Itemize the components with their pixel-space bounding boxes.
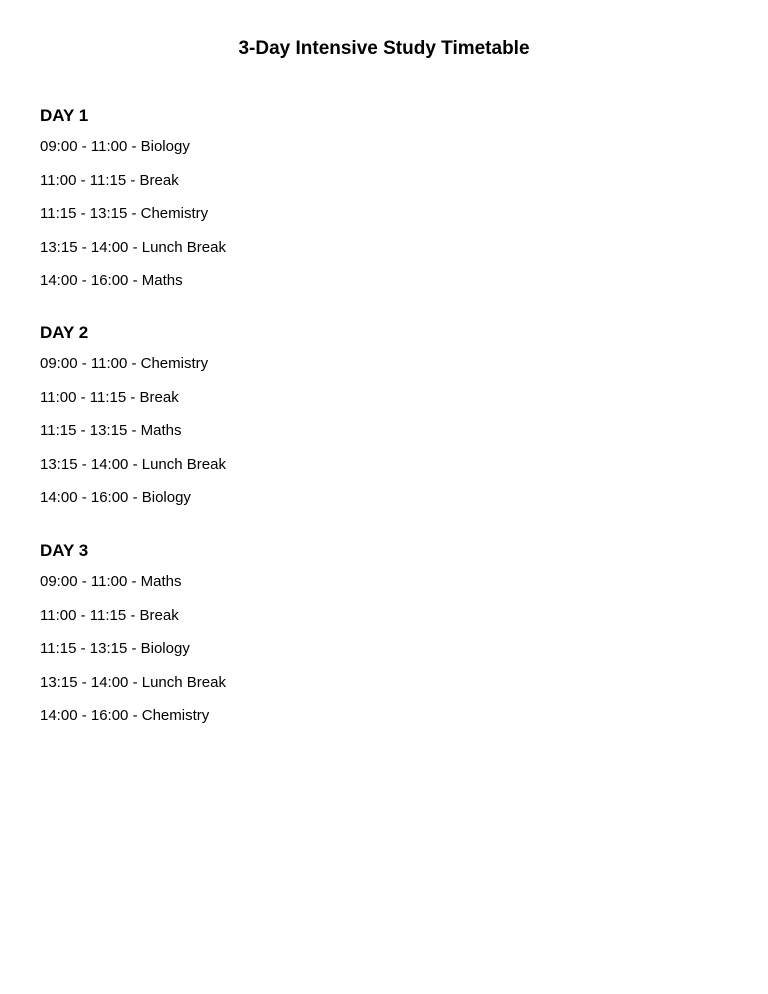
session-item: 11:15 - 13:15 - Chemistry (40, 205, 209, 222)
session-list (40, 137, 720, 291)
session-list (40, 354, 720, 508)
session-item: 11:00 - 11:15 - Break (40, 606, 179, 624)
page-title: 3-Day Intensive Study Timetable (238, 38, 530, 59)
session-item: 11:15 - 13:15 - Biology (40, 640, 190, 657)
day-heading: DAY 1 (40, 106, 89, 125)
session-item: 11:00 - 11:15 - Break (40, 388, 179, 406)
session-item: 09:00 - 11:00 - Biology (40, 138, 190, 155)
day-heading: DAY 3 (40, 541, 89, 560)
session-item: 14:00 - 16:00 - Maths (40, 272, 183, 289)
session-item: 13:15 - 14:00 - Lunch Break (40, 238, 226, 256)
session-item: 11:15 - 13:15 - Maths (40, 422, 182, 439)
day-section-1 (40, 105, 720, 291)
session-item: 09:00 - 11:00 - Maths (40, 573, 182, 590)
session-item: 14:00 - 16:00 - Biology (40, 489, 191, 506)
session-item: 13:15 - 14:00 - Lunch Break (40, 673, 226, 691)
session-item: 11:00 - 11:15 - Break (40, 171, 179, 189)
session-item: 14:00 - 16:00 - Chemistry (40, 707, 210, 724)
day-section-2 (40, 322, 720, 508)
day-heading: DAY 2 (40, 323, 89, 342)
day-section-3 (40, 540, 720, 726)
session-item: 09:00 - 11:00 - Chemistry (40, 355, 209, 372)
session-item: 13:15 - 14:00 - Lunch Break (40, 455, 226, 473)
session-list (40, 572, 720, 726)
